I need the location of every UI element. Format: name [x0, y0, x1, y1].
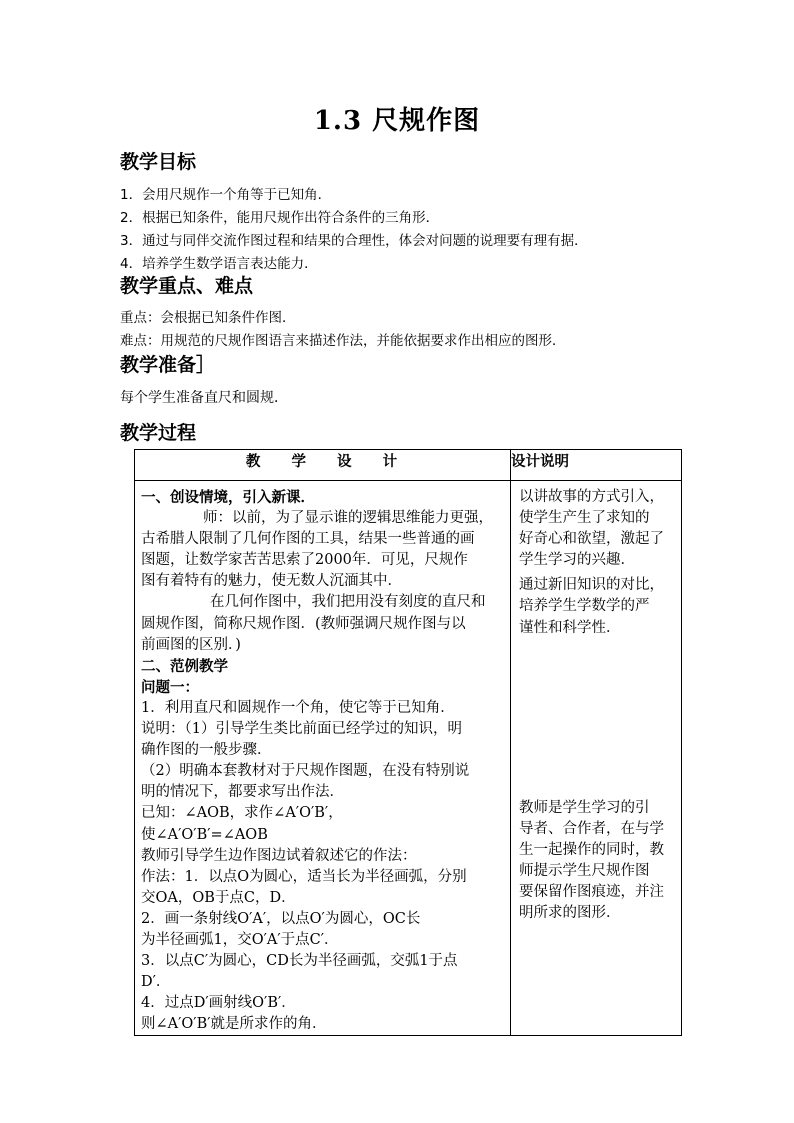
note-group	[511, 487, 681, 571]
lesson-table	[134, 449, 682, 1036]
note-group	[511, 798, 681, 925]
note-line: 学生学习的兴趣．	[519, 552, 635, 569]
page-title: 1.3 尺规作图	[313, 106, 481, 136]
objective-item: 2．根据已知条件，能用尺规作出符合条件的三角形．	[120, 210, 440, 226]
key-point-item: 难点：用规范的尺规作图语言来描述作法，并能依据要求作出相应的图形．	[120, 333, 566, 349]
objective-item: 3．通过与同伴交流作图过程和结果的合理性，体会对问题的说理要有理有据．	[120, 233, 588, 249]
design-line: 师：以前，为了显示谁的逻辑思维能力更强，	[203, 510, 493, 527]
design-line: 在几何作图中，我们把用没有刻度的直尺和	[210, 594, 486, 611]
note-line: 通过新旧知识的对比，	[519, 577, 664, 594]
table-body-row	[135, 481, 682, 1036]
design-line: 4．过点D′画射线O′B′．	[141, 995, 296, 1012]
key-point-item: 重点：会根据已知条件作图．	[120, 310, 296, 326]
design-line: 确作图的一般步骤．	[141, 742, 272, 759]
design-line: 明的情况下，都要求写出作法．	[141, 784, 344, 801]
design-line: 交OA，OB于点C，D．	[141, 889, 296, 906]
key-points-heading: 教学重点、难点	[120, 275, 254, 297]
design-line: 作法：1．以点O为圆心，适当长为半径画弧，分别	[141, 868, 467, 885]
design-line: 圆规作图，简称尺规作图．(教师强调尺规作图与以	[141, 615, 466, 632]
design-line: 问题一：	[141, 678, 199, 696]
design-line: 图题，让数学家苦苦思索了2000年．可见，尺规作	[141, 552, 468, 569]
objective-item: 1．会用尺规作一个角等于已知角．	[120, 187, 332, 203]
note-line: 好奇心和欲望，激起了	[519, 531, 664, 548]
note-line: 谨性和科学性．	[519, 619, 621, 636]
objectives-heading: 教学目标	[120, 151, 197, 173]
design-line: 则∠A′O′B′就是所求作的角．	[141, 1016, 327, 1033]
design-line: 一、创设情境，引入新课．	[141, 489, 315, 506]
note-line: 以讲故事的方式引入，	[519, 489, 664, 505]
design-line: 前画图的区别．)	[141, 636, 241, 653]
design-line: D′．	[141, 974, 171, 991]
design-line: 1．利用直尺和圆规作一个角，使它等于已知角．	[141, 699, 455, 716]
design-line: 古希腊人限制了几何作图的工具，结果一些普通的画	[141, 531, 475, 548]
table-header-row	[135, 450, 682, 481]
note-line: 教师是学生学习的引	[519, 799, 650, 816]
process-heading: 教学过程	[120, 422, 197, 444]
note-line: 明所求的图形．	[519, 905, 621, 922]
note-line: 导者、合作者，在与学	[519, 820, 664, 837]
note-group	[511, 575, 681, 638]
note-line: 师提示学生尺规作图	[519, 862, 650, 879]
preparation-text: 每个学生准备直尺和圆规．	[120, 390, 288, 406]
header-design: 教 学 设 计	[135, 450, 511, 481]
design-line: 教师引导学生边作图边试着叙述它的作法：	[141, 847, 417, 864]
design-line: 已知：∠AOB，求作∠A′O′B′，	[141, 805, 343, 822]
note-line: 生一起操作的同时，教	[519, 841, 664, 858]
preparation-heading: 教学准备］	[120, 354, 216, 376]
design-line: 2．画一条射线O′A′，以点O′为圆心，OC长	[141, 910, 421, 927]
design-line: （2）明确本套教材对于尺规作图题，在没有特别说	[141, 763, 470, 780]
note-line: 要保留作图痕迹，并注	[519, 884, 664, 901]
design-line: 二、范例教学	[141, 657, 228, 675]
note-line: 使学生产生了求知的	[519, 510, 650, 527]
note-line: 培养学生学数学的严	[519, 598, 650, 615]
design-line: 说明：（1）引导学生类比前面已经学过的知识，明	[141, 721, 462, 738]
design-line: 为半径画弧1，交O′A′于点C′．	[141, 931, 339, 948]
objective-item: 4．培养学生数学语言表达能力．	[120, 256, 318, 272]
design-line: 使∠A′O′B′=∠AOB	[141, 826, 268, 843]
note-cell	[511, 481, 682, 1036]
design-line: 3．以点C′为圆心，CD长为半径画弧，交弧1于点	[141, 953, 458, 970]
design-cell	[135, 481, 511, 1036]
design-line: 图有着特有的魅力，使无数人沉湎其中．	[141, 573, 402, 590]
header-note: 设计说明	[511, 450, 682, 481]
